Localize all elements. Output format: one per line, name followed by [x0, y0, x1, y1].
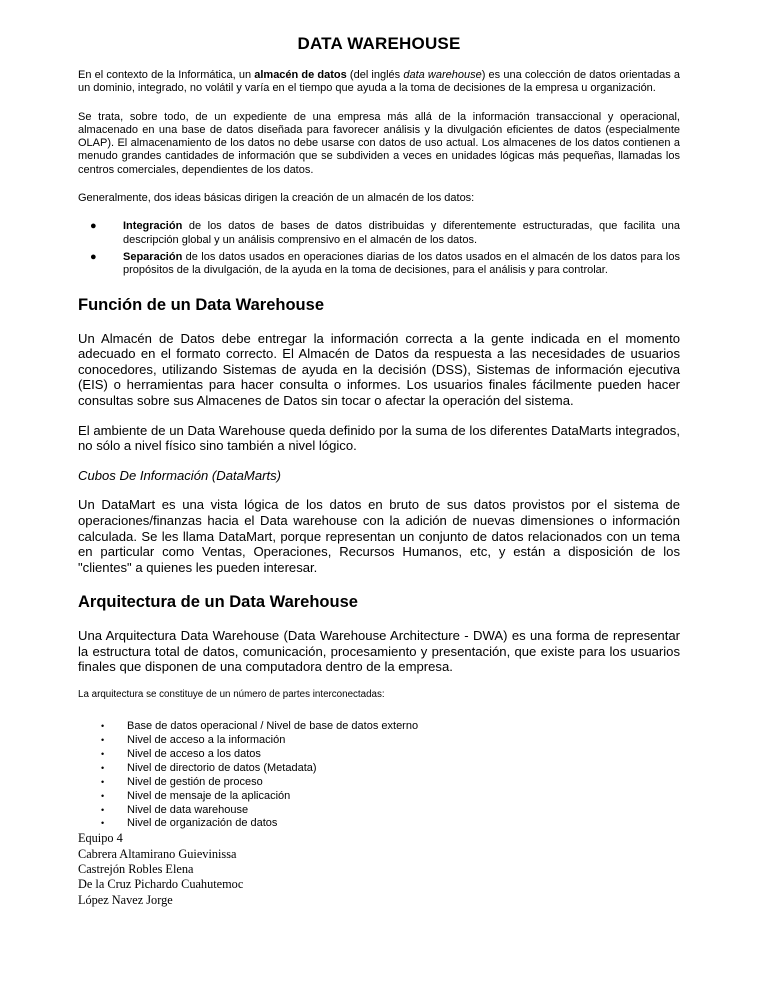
- document-title: DATA WAREHOUSE: [297, 34, 461, 53]
- list-item: • Nivel de directorio de datos (Metadata): [101, 761, 317, 774]
- architecture-levels-list: [78, 720, 680, 831]
- list-item: • Nivel de organización de datos: [101, 817, 278, 830]
- term-almacen-de-datos: almacén de datos: [254, 69, 347, 81]
- team-member: López Navez Jorge: [78, 892, 173, 907]
- bullet-icon: •: [101, 734, 105, 745]
- basic-ideas-list: [78, 220, 680, 277]
- team-member: De la Cruz Pichardo Cuahutemoc: [78, 877, 244, 892]
- team-label: Equipo 4: [78, 831, 123, 846]
- arquitectura-intro: La arquitectura se constituye de un número de partes interconectadas:: [78, 689, 385, 701]
- team-credits: [78, 831, 680, 907]
- bullet-icon: •: [101, 762, 105, 773]
- bullet-icon: •: [101, 776, 105, 787]
- list-item: • Nivel de mensaje de la aplicación: [101, 789, 291, 802]
- team-member: Cabrera Altamirano Guievinissa: [78, 846, 237, 861]
- team-member: Castrejón Robles Elena: [78, 861, 194, 876]
- bullet-icon: •: [101, 818, 105, 829]
- subheading-datamarts: Cubos De Información (DataMarts): [78, 467, 282, 483]
- section-heading-funcion: Función de un Data Warehouse: [78, 295, 324, 314]
- funcion-paragraph-2: El ambiente de un Data Warehouse queda definido por la suma de los diferentes DataMarts integrados, no sólo a nivel físico sino también a nivel lógico.: [78, 422, 680, 454]
- term-data-warehouse: data warehouse: [403, 69, 482, 81]
- bullet-icon: ●: [90, 250, 97, 263]
- bullet-icon: •: [101, 804, 105, 815]
- bullet-icon: ●: [90, 220, 97, 233]
- list-item: • Nivel de acceso a los datos: [101, 747, 261, 760]
- list-item: • Nivel de gestión de proceso: [101, 775, 263, 788]
- bullet-icon: •: [101, 748, 105, 759]
- bullet-icon: •: [101, 721, 105, 732]
- datamart-paragraph: Un DataMart es una vista lógica de los datos en bruto de sus datos provistos por el sistema de operaciones/finanzas hacia el Data warehouse con la adición de nuevas dimensiones o información calculada. Se les llama DataMart, porque representan un conjunto de datos relacionados con un tema en particular como Ventas, Operaciones, Recursos Humanos, etc, y están a disposición de los "clientes" a quienes les pueden interesar.: [78, 497, 680, 575]
- funcion-paragraph-1: Un Almacén de Datos debe entregar la información correcta a la gente indicada en el momento adecuado en el formato correcto. El Almacén de Datos da respuesta a las necesidades de usuarios conocedores, utilizando Sistemas de ayuda en la decisión (DSS), Sistemas de información ejecutiva (EIS) o herramientas para hacer consulta o informes. Los usuarios finales fácilmente pueden hacer consultas sobre sus Almacenes de Datos sin tocar o afectar la operación del sistema.: [78, 330, 680, 408]
- section-heading-arquitectura: Arquitectura de un Data Warehouse: [78, 593, 358, 612]
- intro-paragraph-3: Generalmente, dos ideas básicas dirigen la creación de un almacén de los datos:: [78, 192, 475, 205]
- intro-paragraph-1: En el contexto de la Informática, un almacén de datos (del inglés data warehouse) es una colección de datos orientadas a un dominio, integrado, no volátil y varía en el tiempo que ayuda a la toma de decisiones de la empresa u organización.: [78, 69, 680, 95]
- intro-paragraph-2: Se trata, sobre todo, de un expediente de una empresa más allá de la información transaccional y operacional, almacenado en una base de datos diseñada para favorecer análisis y la divulgación eficientes de datos (especialmente OLAP). El almacenamiento de los datos no debe usarse con datos de uso actual. Los almacenes de los datos contienen a menudo grandes cantidades de información que se subdividen a veces en unidades lógicas más pequeñas, llamadas los centros comerciales, dependientes de los datos.: [78, 110, 680, 176]
- list-item: • Nivel de acceso a la información: [101, 733, 286, 746]
- arquitectura-paragraph: Una Arquitectura Data Warehouse (Data Warehouse Architecture - DWA) es una forma de representar la estructura total de datos, comunicación, procesamiento y presentación, que existe para los usuarios finales que disponen de una computadora dentro de la empresa.: [78, 628, 680, 675]
- list-item: • Nivel de data warehouse: [101, 803, 249, 816]
- document-page: [78, 34, 680, 908]
- list-item: ● Separación de los datos usados en operaciones diarias de los datos usados en el almacén de los datos para los propósitos de la divulgación, de la ayuda en la toma de decisiones, para el análisis y para controlar.: [90, 250, 680, 277]
- list-item: ● Integración de los datos de bases de datos distribuidas y diferentemente estructuradas, que facilita una descripción global y un análisis comprensivo en el almacén de los datos.: [90, 220, 680, 246]
- bullet-icon: •: [101, 790, 105, 801]
- list-item: • Base de datos operacional / Nivel de base de datos externo: [101, 720, 419, 733]
